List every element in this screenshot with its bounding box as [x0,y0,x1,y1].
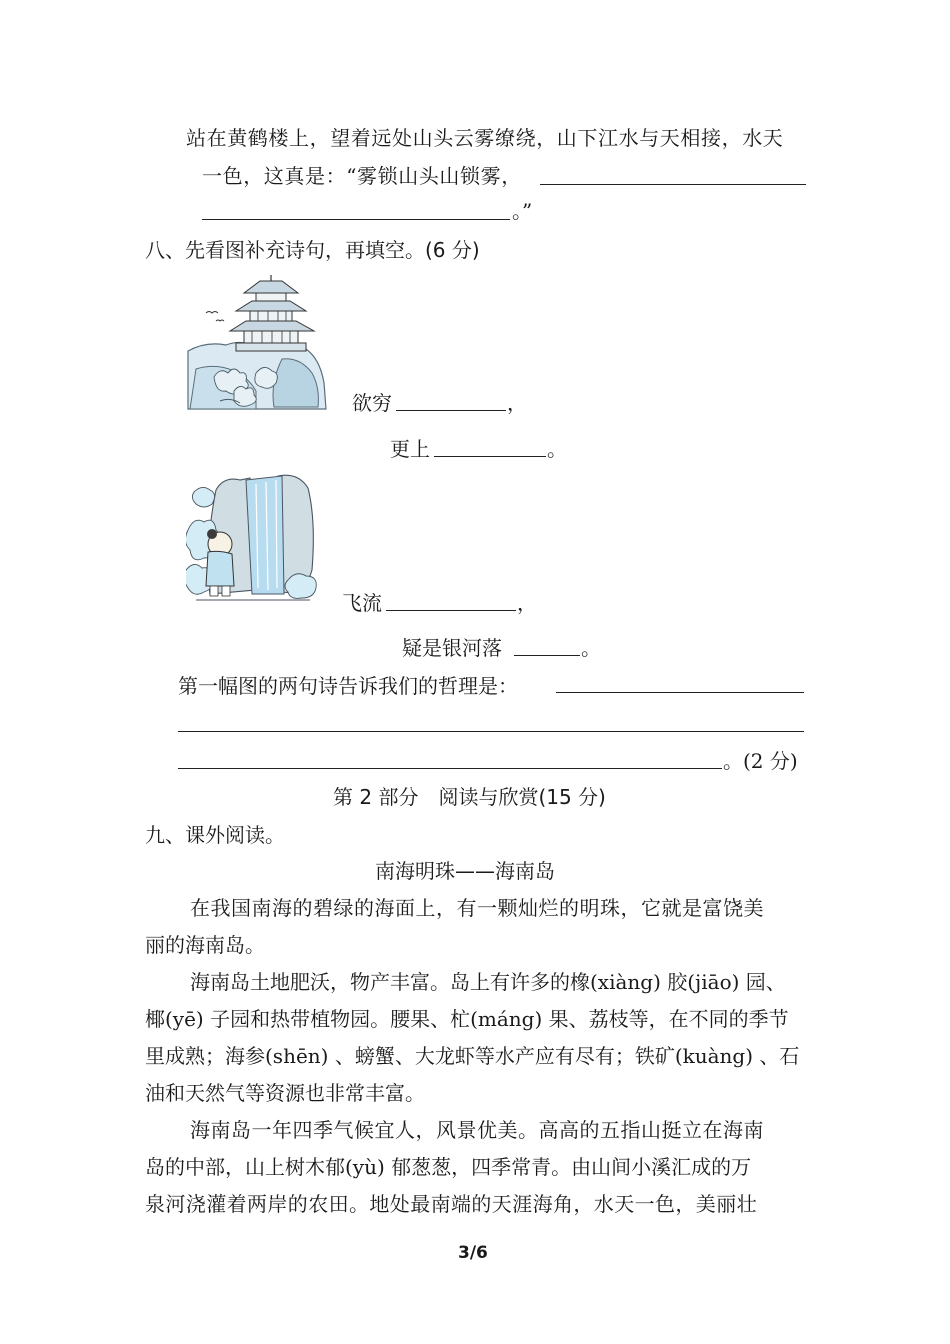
p2-line4: 油和天然气等资源也非常丰富。 [145,1081,425,1105]
philosophy-blank-2[interactable] [178,731,804,732]
poem2-line1-prefix: 飞流 [342,591,382,615]
p2-line2: 椰(yē) 子园和热带植物园。腰果、杧(máng) 果、荔枝等，在不同的季节 [145,1007,789,1031]
q7-answer-blank-2[interactable] [202,219,510,220]
poem2-line2-suffix: 。 [581,636,601,660]
philosophy-blank-3[interactable] [178,768,722,769]
poem1-line2-prefix: 更上 [390,437,430,461]
p2-line3: 里成熟；海参(shēn) 、螃蟹、大龙虾等水产应有尽有；铁矿(kuàng) 、石 [145,1044,800,1068]
poem1-blank-1[interactable] [396,410,506,411]
waterfall-illustration [186,470,320,610]
poem2-blank-2[interactable] [514,655,580,656]
poem2-blank-1[interactable] [386,610,516,611]
p2-line1: 海南岛土地肥沃，物产丰富。岛上有许多的橡(xiàng) 胶(jiāo) 园、 [190,970,786,994]
p3-line2: 岛的中部，山上树木郁(yù) 郁葱葱，四季常青。由山间小溪汇成的万 [145,1155,752,1179]
p1-line2: 丽的海南岛。 [145,933,265,957]
poem2-line1-suffix: ， [517,591,537,615]
poem1-blank-2[interactable] [434,456,546,457]
p3-line1: 海南岛一年四季气候宜人，风景优美。高高的五指山挺立在海南 [190,1118,764,1142]
q7-line1: 站在黄鹤楼上，望着远处山头云雾缭绕，山下江水与天相接，水天 [186,126,784,150]
poem1-line1-suffix: ， [507,391,527,415]
pavilion-illustration [186,273,328,413]
part2-heading: 第 2 部分 阅读与欣赏(15 分) [333,785,606,809]
q7-line3-suffix: 。” [512,199,533,223]
poem2-line2-prefix: 疑是银河落 [402,636,502,660]
q8-heading: 八、先看图补充诗句，再填空。(6 分) [145,238,480,262]
q7-line2-prefix: 一色，这真是：“雾锁山头山锁雾， [202,164,522,188]
q7-answer-blank-1[interactable] [540,184,806,185]
philosophy-end: 。(2 分) [723,749,798,773]
philosophy-prompt: 第一幅图的两句诗告诉我们的哲理是： [178,674,518,698]
p1-line1: 在我国南海的碧绿的海面上，有一颗灿烂的明珠，它就是富饶美 [190,896,764,920]
philosophy-blank-1[interactable] [556,692,804,693]
p3-line3: 泉河浇灌着两岸的农田。地处最南端的天涯海角，水天一色，美丽壮 [145,1192,757,1216]
page-number: 3/6 [458,1243,488,1263]
poem1-line1-prefix: 欲穷 [352,391,392,415]
poem1-line2-suffix: 。 [547,437,567,461]
article-title: 南海明珠——海南岛 [375,859,555,883]
q9-heading: 九、课外阅读。 [145,823,285,847]
